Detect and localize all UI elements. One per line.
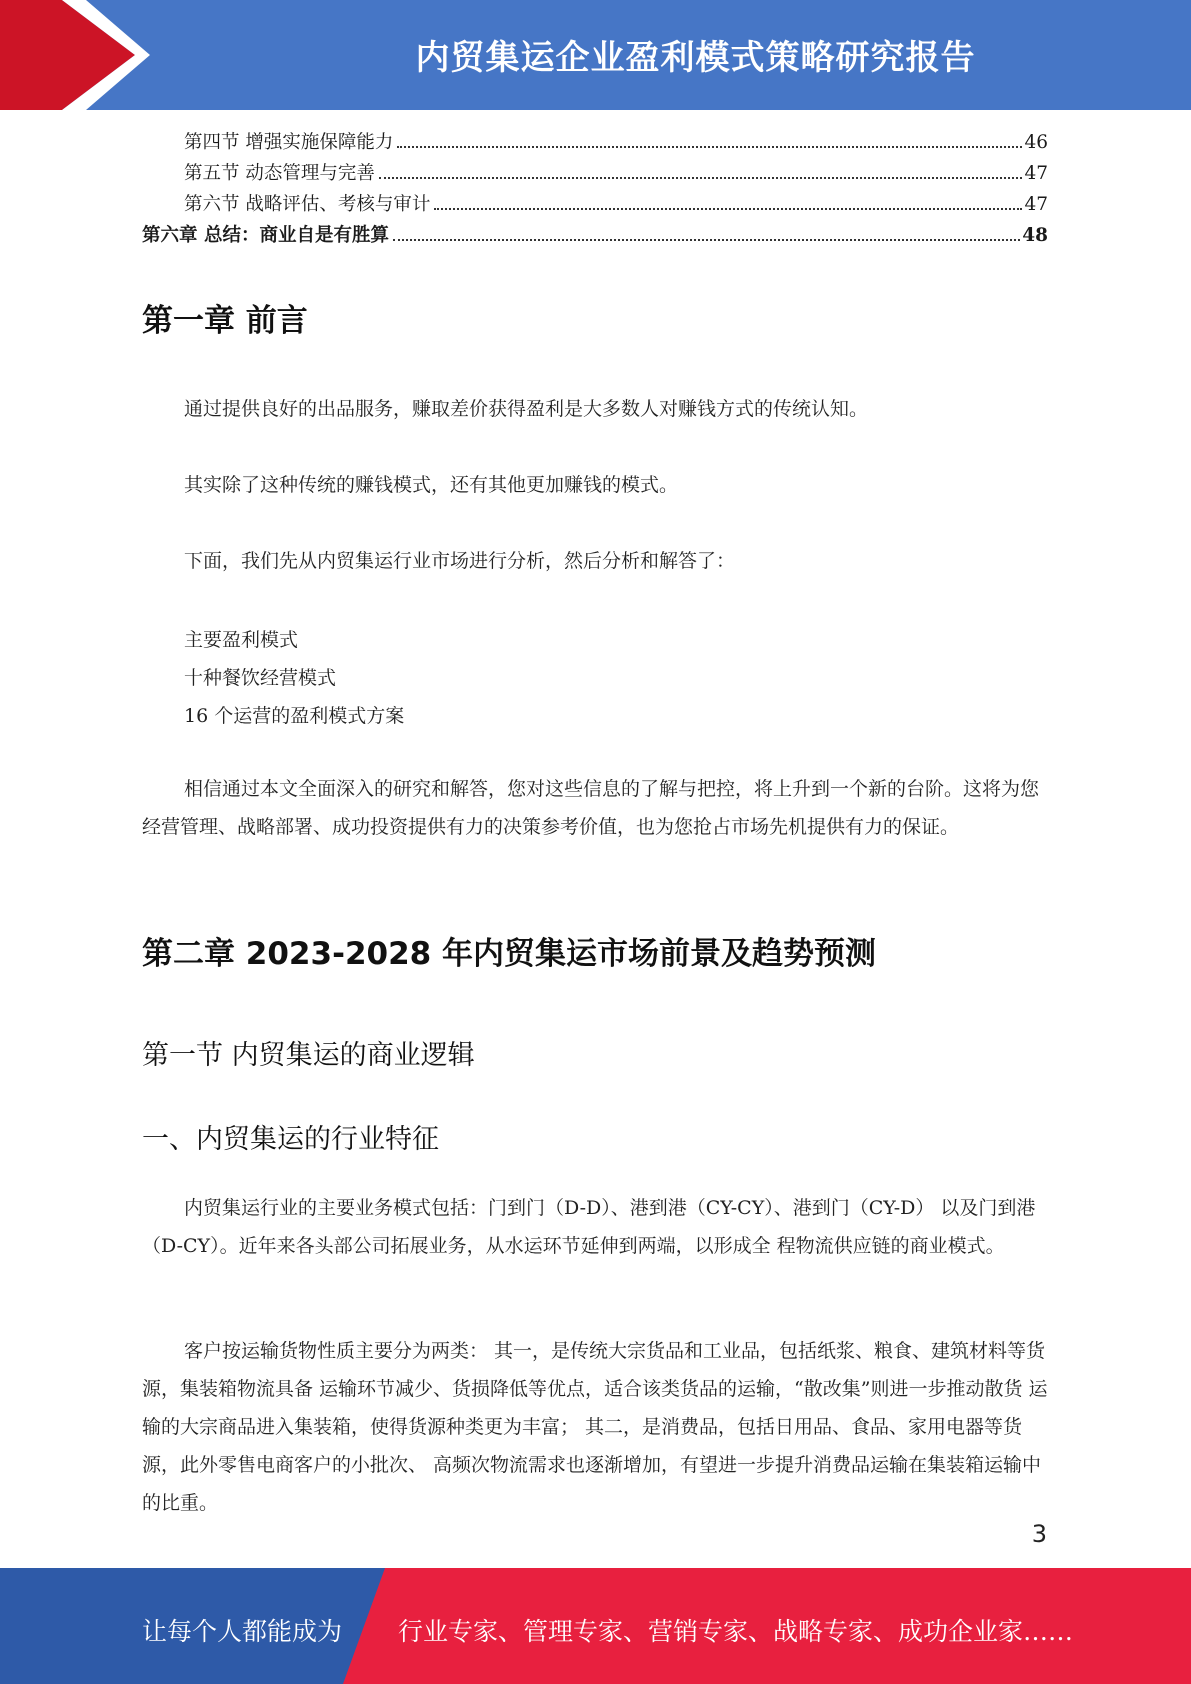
list-item: 16 个运营的盈利模式方案 (184, 705, 405, 727)
toc-leader-dots (393, 239, 1020, 241)
paragraph: 通过提供良好的出品服务，赚取差价获得盈利是大多数人对赚钱方式的传统认知。 (184, 398, 869, 420)
subsection-heading: 一、内贸集运的行业特征 (142, 1124, 439, 1155)
page-header (0, 0, 1191, 110)
section-heading: 第一节 内贸集运的商业逻辑 (142, 1040, 475, 1071)
toc-leader-dots (397, 146, 1022, 148)
toc-entry-label: 第六章 总结：商业自是有胜算 (142, 225, 389, 246)
toc-entry-page: 48 (1022, 225, 1048, 246)
toc-leader-dots (379, 177, 1023, 179)
paragraph: 内贸集运行业的主要业务模式包括：门到门（D-D）、港到港（CY-CY）、港到门（CY-D） 以及门到港（D-CY）。近年来各头部公司拓展业务，从水运环节延伸到两端，以形成全 程物流供应链的商业模式。 (142, 1197, 1036, 1257)
toc-entry[interactable] (142, 159, 1048, 190)
footer-slogan-right: 行业专家、管理专家、营销专家、战略专家、成功企业家…… (398, 1617, 1074, 1646)
toc-entry[interactable] (142, 190, 1048, 221)
toc-entry-label: 第六节 战略评估、考核与审计 (184, 194, 431, 215)
footer-slogan-left: 让每个人都能成为 (142, 1617, 343, 1646)
toc-entry-label: 第五节 动态管理与完善 (184, 163, 375, 184)
header-chevron-decoration (0, 0, 160, 110)
paragraph: 客户按运输货物性质主要分为两类： 其一，是传统大宗货品和工业品，包括纸浆、粮食、建筑材料等货源，集装箱物流具备 运输环节减少、货损降低等优点，适合该类货品的运输，“散改集”则进一步推动散货 运输的大宗商品进入集装箱，使得货源种类更为丰富； 其二，是消费品，包括日用品、食品、家用电器等货源，此外零售电商客户的小批次、 高频次物流需求也逐渐增加，有望进一步提升消费品运输在集装箱运输中的比重。 (142, 1340, 1048, 1514)
document-title: 内贸集运企业盈利模式策略研究报告 (415, 38, 976, 78)
page-number: 3 (1031, 1520, 1047, 1548)
list-item: 十种餐饮经营模式 (184, 667, 337, 689)
paragraph: 其实除了这种传统的赚钱模式，还有其他更加赚钱的模式。 (184, 474, 679, 496)
paragraph: 相信通过本文全面深入的研究和解答，您对这些信息的了解与把控，将上升到一个新的台阶。这将为您经营管理、战略部署、成功投资提供有力的决策参考价值，也为您抢占市场先机提供有力的保证。 (142, 778, 1040, 838)
chapter-heading: 第二章 2023-2028 年内贸集运市场前景及趋势预测 (142, 936, 877, 972)
toc-entry[interactable] (142, 128, 1048, 159)
chapter-heading: 第一章 前言 (142, 303, 308, 339)
toc-leader-dots (434, 208, 1022, 210)
toc-entry-page: 46 (1024, 132, 1048, 153)
toc-entry-page: 47 (1024, 163, 1048, 184)
paragraph: 下面，我们先从内贸集运行业市场进行分析，然后分析和解答了： (184, 550, 736, 572)
toc-entry-page: 47 (1024, 194, 1048, 215)
toc-entry-label: 第四节 增强实施保障能力 (184, 132, 394, 153)
page-footer (0, 1568, 1191, 1684)
list-item: 主要盈利模式 (184, 629, 299, 651)
table-of-contents (142, 128, 1048, 252)
toc-entry-chapter[interactable] (142, 221, 1048, 252)
